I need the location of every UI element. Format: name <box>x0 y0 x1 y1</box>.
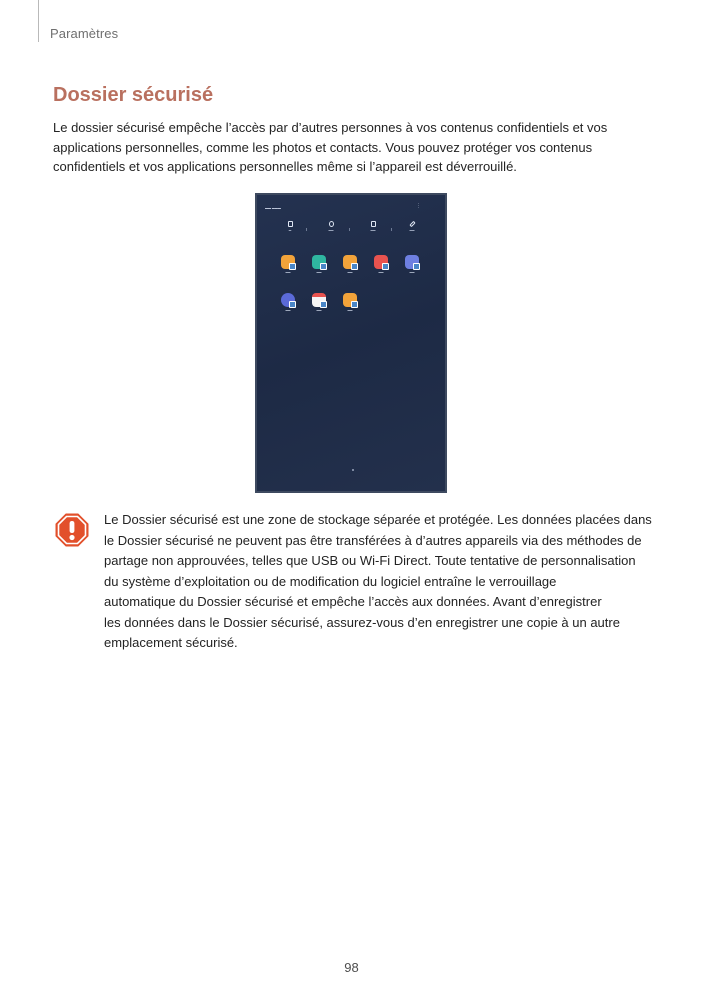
caution-line: emplacement sécurisé. <box>104 635 238 650</box>
caution-line: Le Dossier sécurisé est une zone de stockage séparée et protégée. Les données placées dans <box>104 512 652 527</box>
caution-line: les données dans le Dossier sécurisé, assurez-vous d’en enregistrer une copie à un autre <box>104 614 620 630</box>
tablet-secure-folder-screenshot <box>255 193 447 493</box>
app-icon-notes: ▬▬ <box>401 255 423 274</box>
app-icon-email: ▬▬ <box>370 255 392 274</box>
quick-actions-bar <box>257 221 445 237</box>
more-options-icon: ⋮ <box>416 203 421 209</box>
caution-text <box>104 510 652 654</box>
add-files-icon: ▬▬ <box>359 221 387 232</box>
quick-bar-divider <box>391 228 392 231</box>
app-icon-planner: ▬▬ <box>308 293 330 312</box>
intro-line: applications personnelles, comme les photos et contacts. Vous pouvez protéger vos contenus <box>53 139 593 155</box>
header-side-rule <box>38 0 39 42</box>
screen-title-graphic: ▬▬ ▬▬▬ <box>265 206 281 210</box>
caution-line: du système d’exploitation ou de modification du logiciel entraîne le verrouillage <box>104 573 557 589</box>
app-icon-internet: ▬▬ <box>277 293 299 312</box>
quick-bar-divider <box>349 228 350 231</box>
app-icon-my-files: ▬▬ <box>339 293 361 312</box>
home-indicator <box>352 469 354 471</box>
add-apps-icon: ▬▬ <box>317 221 345 232</box>
caution-line: automatique du Dossier sécurisé et empêche l’accès aux données. Avant d’enregistrer <box>104 594 602 609</box>
chapter-title: Paramètres <box>50 26 119 41</box>
quick-bar-divider <box>306 228 307 231</box>
edit-icon: ▬▬ <box>398 221 426 232</box>
caution-icon <box>55 513 89 547</box>
intro-paragraph <box>53 118 633 177</box>
intro-line: confidentiels et vos applications personnelles même si l’appareil est déverrouillé. <box>53 159 517 174</box>
app-icon-calendar: ▬▬ <box>308 255 330 274</box>
lock-icon: ▬ <box>276 221 304 232</box>
app-icon-gallery: ▬▬ <box>277 255 299 274</box>
caution-line: le Dossier sécurisé ne peuvent pas être transférées à d’autres appareils via des méthodes de <box>104 532 642 548</box>
intro-line: Le dossier sécurisé empêche l’accès par d’autres personnes à vos contenus confidentiels et vos <box>53 120 608 135</box>
page-number: 98 <box>344 960 359 975</box>
app-icon-contacts: ▬▬ <box>339 255 361 274</box>
tablet-screen <box>257 195 445 491</box>
section-title: Dossier sécurisé <box>53 84 214 106</box>
caution-line: partage non approuvées, telles que USB ou Wi-Fi Direct. Toute tentative de personnalisation <box>104 553 636 568</box>
